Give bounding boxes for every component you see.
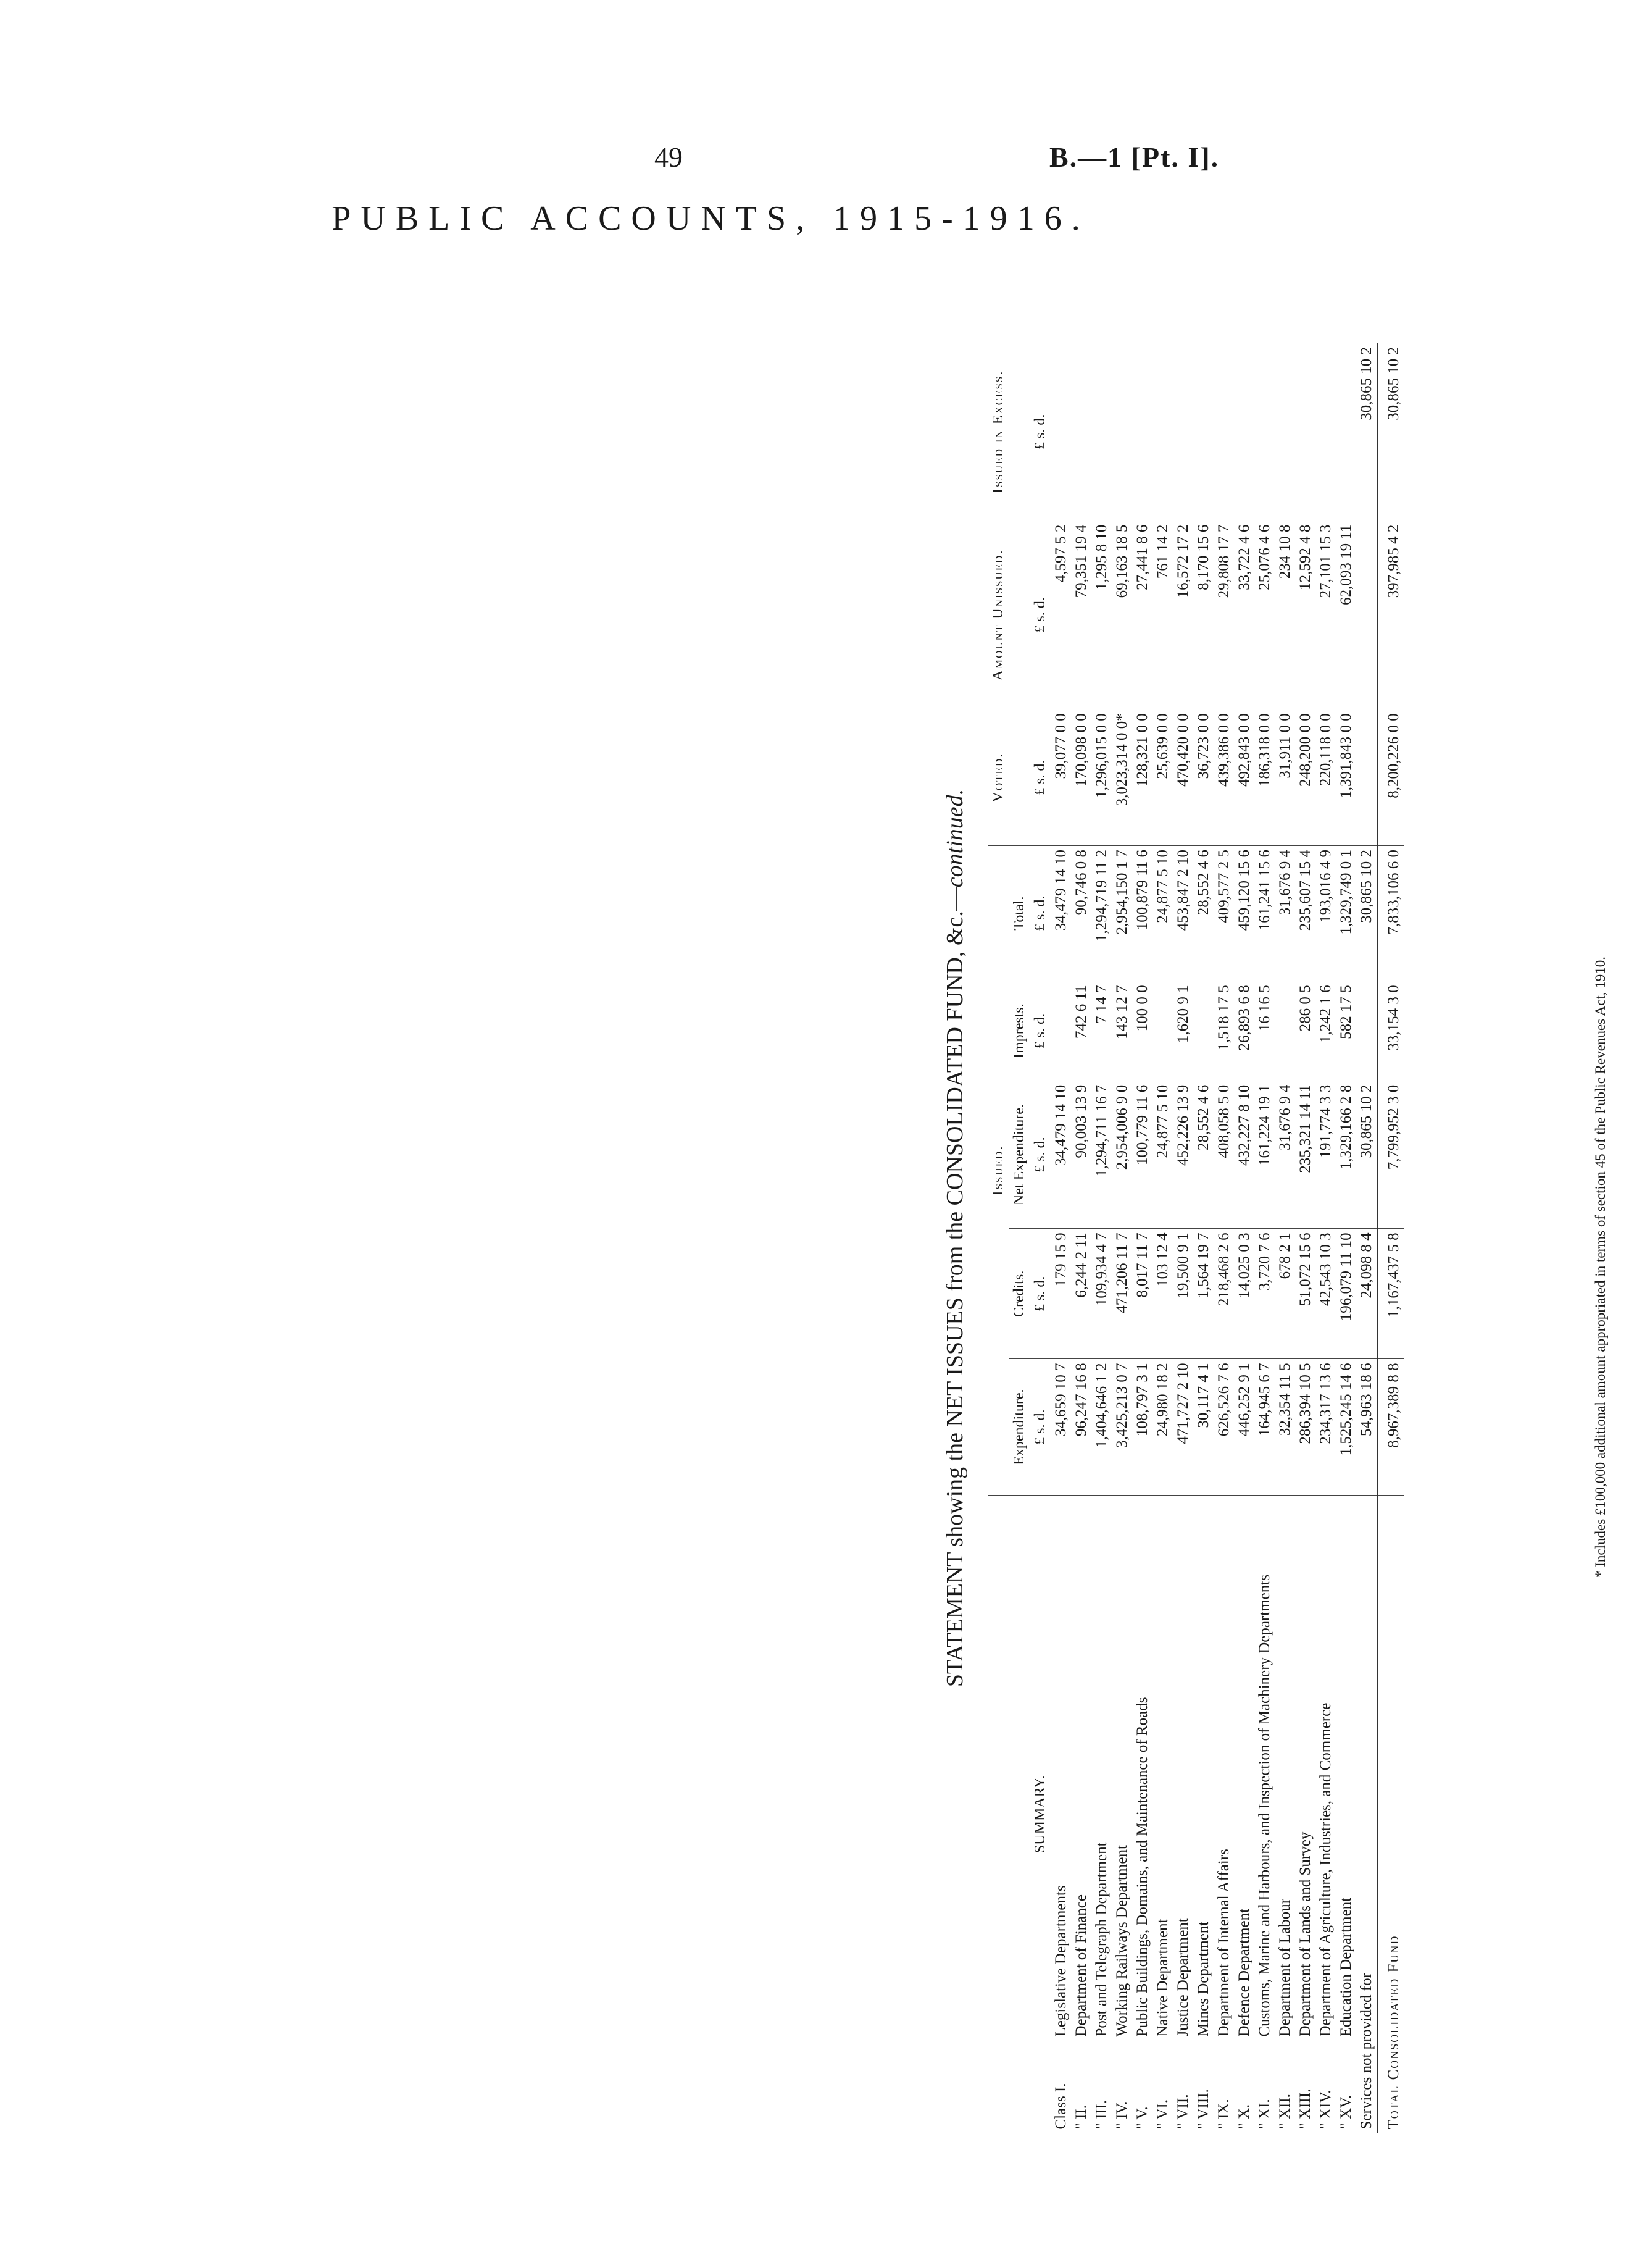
row-description	[1132, 1496, 1152, 2133]
cell-vot: 439,386 0 0	[1214, 709, 1234, 846]
net-issues-table	[988, 343, 1404, 2133]
cell-cred: 51,072 15 6	[1295, 1229, 1315, 1359]
cell-exp: 471,727 2 10	[1173, 1359, 1193, 1496]
table-row	[1356, 343, 1377, 2133]
cell-imp: 143 12 7	[1112, 981, 1132, 1081]
cell-net: 452,226 13 9	[1173, 1081, 1193, 1229]
cell-exp: 626,526 7 6	[1214, 1359, 1234, 1496]
cell-cred: 6,244 2 11	[1071, 1229, 1091, 1359]
table-row	[1051, 343, 1071, 2133]
table-row	[1091, 343, 1112, 2133]
cell-tot: 409,577 2 5	[1214, 845, 1234, 981]
cell-exp: 446,252 9 1	[1234, 1359, 1254, 1496]
units-cell: £ s. d.	[1030, 521, 1051, 709]
class-label: Services not provided for	[1358, 1973, 1375, 2130]
table-row	[1132, 343, 1152, 2133]
statement-title	[941, 343, 969, 2133]
table-row	[1315, 343, 1336, 2133]
cell-net: 24,877 5 10	[1152, 1081, 1173, 1229]
class-label: " V.	[1134, 2106, 1151, 2130]
table-row	[1254, 343, 1275, 2133]
department-name: Native Department	[1154, 1919, 1171, 2037]
class-label: " XII.	[1277, 2094, 1293, 2130]
cell-net: 90,003 13 9	[1071, 1081, 1091, 1229]
table-row	[1112, 343, 1132, 2133]
cell-tot: 24,877 5 10	[1152, 845, 1173, 981]
class-label: " VIII.	[1195, 2089, 1212, 2130]
cell-imp	[1152, 981, 1173, 1081]
department-name: Customs, Marine and Harbours, and Inspection of Machinery Departments	[1256, 1575, 1273, 2037]
table-row	[1275, 343, 1295, 2133]
department-name: Department of Agriculture, Industries, and Commerce	[1317, 1702, 1334, 2037]
cell-exc	[1254, 343, 1275, 521]
row-description	[1152, 1496, 1173, 2133]
cell-tot: 459,120 15 6	[1234, 845, 1254, 981]
cell-tot: 2,954,150 1 7	[1112, 845, 1132, 981]
cell-uni: 234 10 8	[1275, 521, 1295, 709]
cell-exc	[1173, 343, 1193, 521]
footnote: * Includes £100,000 additional amount appropriated in terms of section 45 of the Public Revenues Act, 1910.	[1593, 956, 1608, 1578]
cell-imp	[1356, 981, 1377, 1081]
cell-cred: 14,025 0 3	[1234, 1229, 1254, 1359]
class-label: " IV.	[1114, 2101, 1130, 2130]
cell-cred: 8,017 11 7	[1132, 1229, 1152, 1359]
cell-exp: 1,525,245 14 6	[1336, 1359, 1356, 1496]
cell-imp: 286 0 5	[1295, 981, 1315, 1081]
cell-vot: 186,318 0 0	[1254, 709, 1275, 846]
page-heading: PUBLIC ACCOUNTS, 1915-1916.	[331, 199, 1090, 238]
class-label: Class I.	[1052, 2083, 1069, 2130]
cell-net: 2,954,006 9 0	[1112, 1081, 1132, 1229]
cell-exp: 34,659 10 7	[1051, 1359, 1071, 1496]
cell-exc	[1193, 343, 1214, 521]
cell-net: 432,227 8 10	[1234, 1081, 1254, 1229]
table-row	[1214, 343, 1234, 2133]
cell-exc	[1295, 343, 1315, 521]
cell-imp: 1,620 9 1	[1173, 981, 1193, 1081]
cell-net: 235,321 14 11	[1295, 1081, 1315, 1229]
cell-uni: 761 14 2	[1152, 521, 1173, 709]
row-description	[1051, 1496, 1071, 2133]
statement-title-main: STATEMENT showing the NET ISSUES from the CONSOLIDATED FUND, &c.—	[942, 887, 968, 1688]
cell-tot: 161,241 15 6	[1254, 845, 1275, 981]
cell-uni	[1356, 521, 1377, 709]
cell-cred: 179 15 9	[1051, 1229, 1071, 1359]
document-reference: B.—1 [Pt. I].	[1049, 141, 1220, 173]
row-description	[1091, 1496, 1112, 2133]
cell-imp: 1,242 1 6	[1315, 981, 1336, 1081]
cell-exp: 30,117 4 1	[1193, 1359, 1214, 1496]
cell-uni: 27,441 8 6	[1132, 521, 1152, 709]
cell-exp: 286,394 10 5	[1295, 1359, 1315, 1496]
total-label: Total Consolidated Fund	[1377, 1496, 1404, 2133]
cell-vot	[1356, 709, 1377, 846]
cell-uni: 25,076 4 6	[1254, 521, 1275, 709]
cell-vot: 128,321 0 0	[1132, 709, 1152, 846]
department-name: Department of Finance	[1073, 1894, 1090, 2037]
total-vot: 8,200,226 0 0	[1377, 709, 1404, 846]
class-label: " IX.	[1215, 2099, 1232, 2130]
excess-header: Issued in Excess.	[988, 343, 1030, 521]
department-name: Legislative Departments	[1052, 1885, 1069, 2037]
class-label: " VI.	[1154, 2099, 1171, 2130]
cell-net: 34,479 14 10	[1051, 1081, 1071, 1229]
cell-vot: 25,639 0 0	[1152, 709, 1173, 846]
department-name: Working Railways Department	[1114, 1845, 1130, 2037]
department-name: Post and Telegraph Department	[1093, 1842, 1110, 2037]
department-name: Education Department	[1338, 1897, 1354, 2037]
cell-exc	[1051, 343, 1071, 521]
cell-exc	[1091, 343, 1112, 521]
class-label: " XV.	[1338, 2094, 1354, 2130]
cell-cred: 1,564 19 7	[1193, 1229, 1214, 1359]
cell-tot: 1,329,749 0 1	[1336, 845, 1356, 981]
cell-exc: 30,865 10 2	[1356, 343, 1377, 521]
cell-exp: 1,404,646 1 2	[1091, 1359, 1112, 1496]
cell-net: 30,865 10 2	[1356, 1081, 1377, 1229]
description-header	[988, 1496, 1030, 2133]
class-label: " III.	[1093, 2099, 1110, 2130]
cell-tot: 28,552 4 6	[1193, 845, 1214, 981]
cell-exp: 3,425,213 0 7	[1112, 1359, 1132, 1496]
cell-exp: 24,980 18 2	[1152, 1359, 1173, 1496]
cell-uni: 62,093 19 11	[1336, 521, 1356, 709]
units-cell: £ s. d.	[1030, 1081, 1051, 1229]
cell-vot: 1,391,843 0 0	[1336, 709, 1356, 846]
table-row	[1234, 343, 1254, 2133]
cell-vot: 492,843 0 0	[1234, 709, 1254, 846]
cell-exc	[1315, 343, 1336, 521]
net-expenditure-header: Net Expenditure.	[1009, 1081, 1030, 1229]
cell-exp: 164,945 6 7	[1254, 1359, 1275, 1496]
total-net: 7,799,952 3 0	[1377, 1081, 1404, 1229]
table-body	[1030, 343, 1404, 2133]
row-description	[1254, 1496, 1275, 2133]
row-description	[1356, 1496, 1377, 2133]
cell-vot: 470,420 0 0	[1173, 709, 1193, 846]
row-description	[1112, 1496, 1132, 2133]
cell-cred: 42,543 10 3	[1315, 1229, 1336, 1359]
cell-imp	[1193, 981, 1214, 1081]
cell-tot: 1,294,719 11 2	[1091, 845, 1112, 981]
row-description	[1275, 1496, 1295, 2133]
summary-label: SUMMARY.	[1032, 1775, 1048, 1854]
row-description	[1173, 1496, 1193, 2133]
row-description	[1193, 1496, 1214, 2133]
table-row	[1295, 343, 1315, 2133]
class-label: " XIV.	[1317, 2090, 1334, 2130]
cell-exp: 234,317 13 6	[1315, 1359, 1336, 1496]
cell-cred: 678 2 1	[1275, 1229, 1295, 1359]
row-description	[1295, 1496, 1315, 2133]
cell-vot: 220,118 0 0	[1315, 709, 1336, 846]
department-name: Public Buildings, Domains, and Maintenance of Roads	[1134, 1697, 1151, 2037]
cell-exc	[1112, 343, 1132, 521]
total-cred: 1,167,437 5 8	[1377, 1229, 1404, 1359]
class-label: " X.	[1236, 2104, 1252, 2130]
cell-exc	[1214, 343, 1234, 521]
imprests-header: Imprests.	[1009, 981, 1030, 1081]
units-cell: £ s. d.	[1030, 709, 1051, 846]
cell-imp	[1051, 981, 1071, 1081]
cell-net: 1,329,166 2 8	[1336, 1081, 1356, 1229]
cell-cred: 24,098 8 4	[1356, 1229, 1377, 1359]
cell-uni: 69,163 18 5	[1112, 521, 1132, 709]
total-tot: 7,833,106 6 0	[1377, 845, 1404, 981]
cell-uni: 79,351 19 4	[1071, 521, 1091, 709]
cell-vot: 31,911 0 0	[1275, 709, 1295, 846]
cell-cred: 103 12 4	[1152, 1229, 1173, 1359]
class-label: " II.	[1073, 2105, 1090, 2130]
cell-tot: 235,607 15 4	[1295, 845, 1315, 981]
row-description	[1336, 1496, 1356, 2133]
rotated-statement	[942, 343, 1642, 2133]
cell-vot: 3,023,314 0 0*	[1112, 709, 1132, 846]
cell-cred: 218,468 2 6	[1214, 1229, 1234, 1359]
row-description	[1214, 1496, 1234, 2133]
total-exc: 30,865 10 2	[1377, 343, 1404, 521]
cell-tot: 34,479 14 10	[1051, 845, 1071, 981]
issued-header: Issued.	[988, 845, 1009, 1495]
cell-imp: 26,893 6 8	[1234, 981, 1254, 1081]
cell-imp	[1275, 981, 1295, 1081]
cell-uni: 29,808 17 7	[1214, 521, 1234, 709]
cell-vot: 39,077 0 0	[1051, 709, 1071, 846]
expenditure-header: Expenditure.	[1009, 1359, 1030, 1496]
cell-cred: 19,500 9 1	[1173, 1229, 1193, 1359]
cell-imp: 16 16 5	[1254, 981, 1275, 1081]
units-cell: £ s. d.	[1030, 845, 1051, 981]
cell-exc	[1132, 343, 1152, 521]
cell-net: 408,058 5 0	[1214, 1081, 1234, 1229]
row-description	[1315, 1496, 1336, 2133]
cell-exc	[1071, 343, 1091, 521]
total-header: Total.	[1009, 845, 1030, 981]
credits-header: Credits.	[1009, 1229, 1030, 1359]
cell-imp: 1,518 17 5	[1214, 981, 1234, 1081]
cell-uni: 16,572 17 2	[1173, 521, 1193, 709]
statement-title-continued: continued.	[942, 789, 968, 888]
cell-uni: 8,170 15 6	[1193, 521, 1214, 709]
voted-header: Voted.	[988, 709, 1030, 846]
cell-net: 191,774 3 3	[1315, 1081, 1336, 1229]
cell-tot: 30,865 10 2	[1356, 845, 1377, 981]
cell-exc	[1234, 343, 1254, 521]
cell-net: 161,224 19 1	[1254, 1081, 1275, 1229]
cell-exp: 96,247 16 8	[1071, 1359, 1091, 1496]
cell-cred: 109,934 4 7	[1091, 1229, 1112, 1359]
total-uni: 397,985 4 2	[1377, 521, 1404, 709]
cell-imp: 742 6 11	[1071, 981, 1091, 1081]
table-row	[1336, 343, 1356, 2133]
cell-exc	[1152, 343, 1173, 521]
department-name: Mines Department	[1195, 1921, 1212, 2037]
cell-vot: 1,296,015 0 0	[1091, 709, 1112, 846]
cell-net: 100,779 11 6	[1132, 1081, 1152, 1229]
total-exp: 8,967,389 8 8	[1377, 1359, 1404, 1496]
cell-tot: 100,879 11 6	[1132, 845, 1152, 981]
cell-imp: 100 0 0	[1132, 981, 1152, 1081]
cell-uni: 33,722 4 6	[1234, 521, 1254, 709]
cell-cred: 196,079 11 10	[1336, 1229, 1356, 1359]
cell-tot: 453,847 2 10	[1173, 845, 1193, 981]
cell-exp: 54,963 18 6	[1356, 1359, 1377, 1496]
class-label: " XIII.	[1297, 2088, 1314, 2130]
cell-tot: 31,676 9 4	[1275, 845, 1295, 981]
page-number: 49	[654, 141, 683, 173]
cell-net: 28,552 4 6	[1193, 1081, 1214, 1229]
department-name: Department of Labour	[1277, 1898, 1293, 2037]
units-cell: £ s. d.	[1030, 1359, 1051, 1496]
class-label: " VII.	[1175, 2094, 1191, 2130]
cell-exp: 32,354 11 5	[1275, 1359, 1295, 1496]
cell-uni: 4,597 5 2	[1051, 521, 1071, 709]
cell-tot: 193,016 4 9	[1315, 845, 1336, 981]
units-cell: £ s. d.	[1030, 343, 1051, 521]
cell-uni: 27,101 15 3	[1315, 521, 1336, 709]
cell-exc	[1336, 343, 1356, 521]
cell-vot: 36,723 0 0	[1193, 709, 1214, 846]
unissued-header: Amount Unissued.	[988, 521, 1030, 709]
row-description	[1071, 1496, 1091, 2133]
cell-vot: 248,200 0 0	[1295, 709, 1315, 846]
cell-exc	[1275, 343, 1295, 521]
cell-net: 1,294,711 16 7	[1091, 1081, 1112, 1229]
cell-uni: 1,295 8 10	[1091, 521, 1112, 709]
cell-cred: 471,206 11 7	[1112, 1229, 1132, 1359]
table-row	[1193, 343, 1214, 2133]
units-cell: £ s. d.	[1030, 981, 1051, 1081]
cell-tot: 90,746 0 8	[1071, 845, 1091, 981]
row-description	[1234, 1496, 1254, 2133]
cell-imp: 7 14 7	[1091, 981, 1112, 1081]
cell-imp: 582 17 5	[1336, 981, 1356, 1081]
table-row	[1152, 343, 1173, 2133]
total-imp: 33,154 3 0	[1377, 981, 1404, 1081]
cell-vot: 170,098 0 0	[1071, 709, 1091, 846]
total-row	[1377, 343, 1404, 2133]
units-row	[1030, 343, 1051, 2133]
cell-cred: 3,720 7 6	[1254, 1229, 1275, 1359]
units-cell: £ s. d.	[1030, 1229, 1051, 1359]
department-name: Department of Lands and Survey	[1297, 1831, 1314, 2037]
table-row	[1071, 343, 1091, 2133]
cell-exp: 108,797 3 1	[1132, 1359, 1152, 1496]
table-row	[1173, 343, 1193, 2133]
department-name: Department of Internal Affairs	[1215, 1849, 1232, 2037]
department-name: Defence Department	[1236, 1908, 1252, 2037]
department-name: Justice Department	[1175, 1918, 1191, 2037]
cell-uni: 12,592 4 8	[1295, 521, 1315, 709]
cell-net: 31,676 9 4	[1275, 1081, 1295, 1229]
class-label: " XI.	[1256, 2099, 1273, 2130]
